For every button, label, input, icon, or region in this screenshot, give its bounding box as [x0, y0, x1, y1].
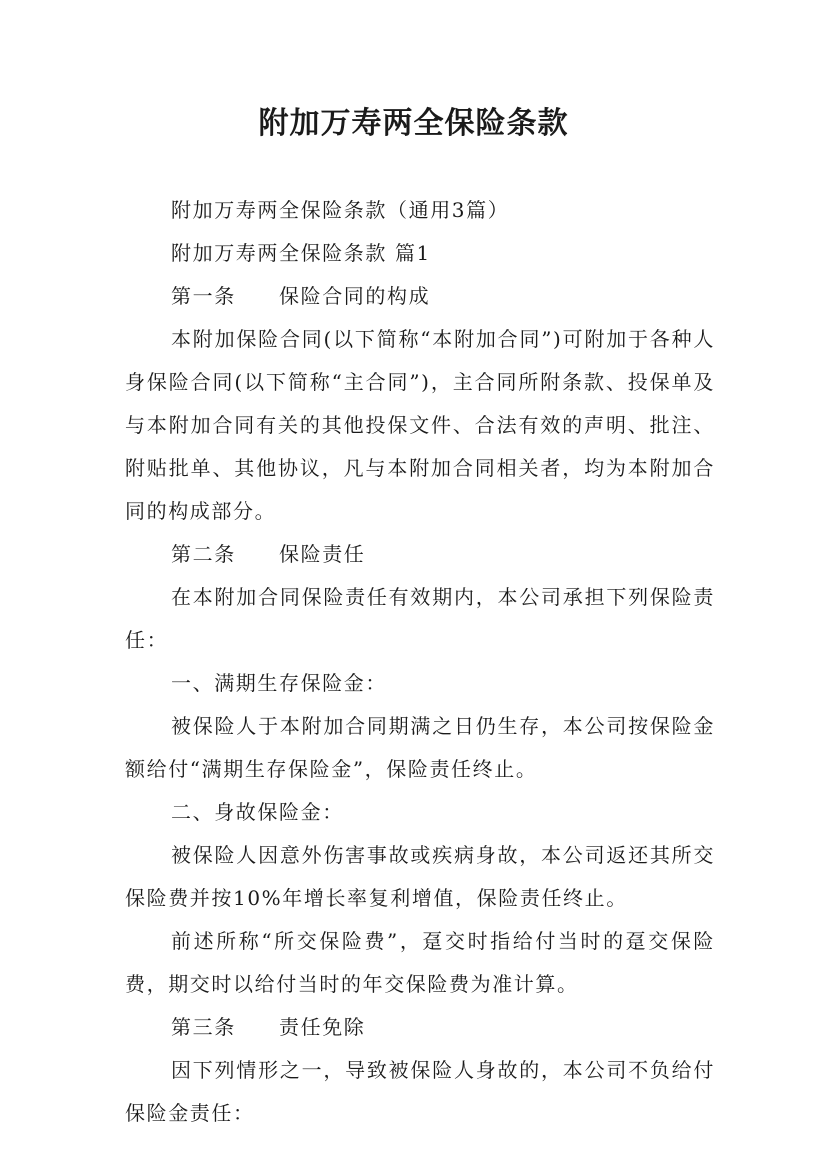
body-paragraph: 被保险人因意外伤害事故或疾病身故，本公司返还其所交保险费并按10%年增长率复利增值，保险责任终止。 [125, 843, 715, 910]
article-heading: 第一条 保险合同的构成 [171, 284, 431, 308]
article-heading: 第三条 责任免除 [171, 1015, 366, 1039]
body-paragraph: 因下列情形之一，导致被保险人身故的，本公司不负给付保险金责任： [125, 1058, 715, 1125]
subtitle-paragraph: 附加万寿两全保险条款（通用3篇） [171, 198, 510, 222]
list-heading: 一、满期生存保险金： [171, 671, 387, 695]
document-body [125, 189, 715, 1135]
section-heading: 附加万寿两全保险条款 篇1 [171, 241, 431, 265]
body-paragraph: 被保险人于本附加合同期满之日仍生存，本公司按保险金额给付“满期生存保险金”，保险责任终止。 [125, 714, 715, 781]
document-title: 附加万寿两全保险条款 [258, 106, 569, 141]
body-paragraph: 在本附加合同保险责任有效期内，本公司承担下列保险责任： [125, 585, 715, 652]
body-paragraph: 前述所称“所交保险费”，趸交时指给付当时的趸交保险费，期交时以给付当时的年交保险费为准计算。 [125, 929, 715, 996]
list-heading: 二、身故保险金： [171, 800, 344, 824]
article-heading: 第二条 保险责任 [171, 542, 366, 566]
body-paragraph: 本附加保险合同(以下简称“本附加合同”)可附加于各种人身保险合同(以下简称“主合同”)，主合同所附条款、投保单及与本附加合同有关的其他投保文件、合法有效的声明、批注、附贴批单、其他协议，凡与本附加合同相关者，均为本附加合同的构成部分。 [125, 327, 715, 523]
